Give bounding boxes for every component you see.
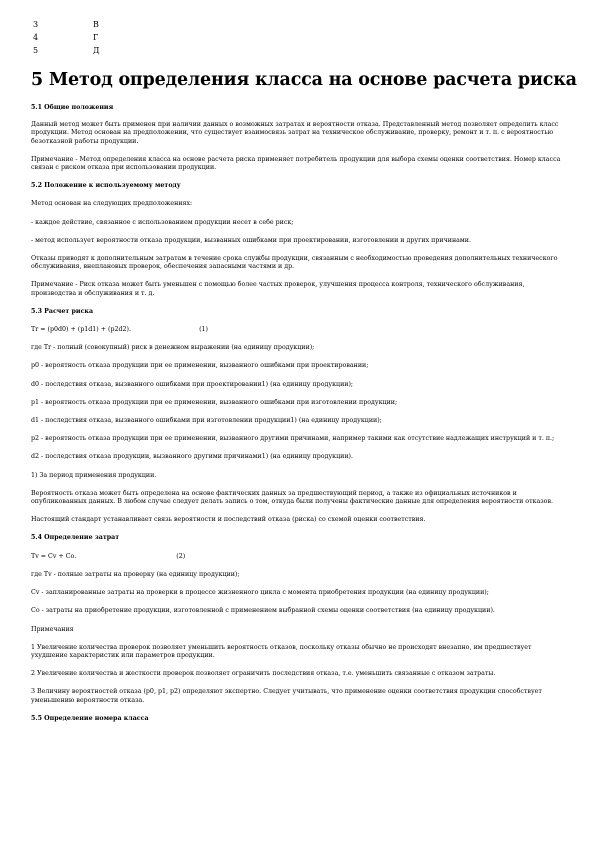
note: Примечание - Риск отказа может быть уменьшен с помощью более частых проверок, улучшения процесса контроля, технического обслуживания, производства и обслуживания и т. д. [31,281,525,297]
table-row [33,31,100,44]
row-number: 3 [33,20,39,29]
definition: d1 - последствия отказа, вызванного ошибками при изготовлении продукции1) (на единицу продукции); [31,417,382,425]
subsection-heading: 5.3 Расчет риска [31,307,94,315]
notes-heading: Примечания [31,625,74,633]
paragraph: Вероятность отказа может быть определена на основе фактических данных за предшествующий период, а также из официальных источников и опубликованных данных. В любом случае следует делать запись о том, откуда были получены фактические данные для определения вероятности отказов. [31,489,554,506]
definition: Co - затраты на приобретение продукции, изготовленной с применением выбранной схемы оценки соответствия (на единицу продукции). [31,607,495,615]
note: Примечание - Метод определения класса на основе расчета риска применяет потребитель продукции для выбора схемы оценки соответствия. Номер класса связан с риском отказа при использовании продукции. [31,155,561,172]
note: 3 Величину вероятностей отказа (p0, p1, p2) определяют экспертно. Следует учитывать, что применение оценки соответствия продукции способствует уменьшению вероятности отказа. [31,688,542,704]
formula: Tr = (p0d0) + (p1d1) + (p2d2). (1) [31,326,208,334]
paragraph: где Tv - полные затраты на проверку (на единицу продукции); [31,570,240,578]
row-letter: Д [93,46,100,55]
definition: p1 - вероятность отказа продукции при ее применении, вызванного ошибками при изготовлении продукции; [31,398,398,406]
top-table [33,18,100,57]
subsection-heading: 5.2 Положение к используемому методу [31,182,181,190]
paragraph: Данный метод может быть применен при наличии данных о возможных затратах и вероятности отказа. Представленный метод позволяет определить класс продукции. Метод основан на предположении, что существует взаимосвязь затрат на техническое обслуживание, проверку, ремонт и т. п. с вероятностью безотказной работы продукции. [31,121,559,145]
paragraph: Настоящий стандарт устанавливает связь вероятности и последствий отказа (риска) со схемой оценки соответствия. [31,516,426,524]
row-letter: В [93,20,99,29]
document-body [31,104,565,723]
row-number: 5 [33,46,39,55]
formula: Tv = Cv + Co. (2) [31,552,186,560]
table-row [33,44,100,57]
definition: p2 - вероятность отказа продукции при ее применении, вызванного другими причинами, например такими как отсутствие надлежащих инструкций и т. п.; [31,435,555,443]
row-number: 4 [33,33,39,42]
paragraph: Отказы приводят к дополнительным затратам в течение срока службы продукции, связанным с необходимостью проведения дополнительных технического обслуживания, внеплановых проверок, обеспечения запасными частями и др. [31,255,558,271]
definition: d2 - последствия отказа продукции, вызванного другими причинами1) (на единицу продукции). [31,453,354,461]
paragraph: где Tr - полный (совокупный) риск в денежном выражении (на единицу продукции); [31,344,315,352]
paragraph: Метод основан на следующих предположениях: [31,200,193,208]
section-title: 5 Метод определения класса на основе расчета риска [31,70,577,90]
row-letter: Г [93,33,99,42]
definition: p0 - вероятность отказа продукции при ее применении, вызванного ошибками при проектировании; [31,362,369,370]
subsection-heading: 5.4 Определение затрат [31,534,120,542]
subsection-heading: 5.5 Определение номера класса [31,714,149,722]
definition: d0 - последствия отказа, вызванного ошибками при проектировании1) (на единицу продукции); [31,380,354,388]
definition: Cv - запланированные затраты на проверки в процессе жизненного цикла с момента приобретения продукции (на единицу продукции); [31,589,489,597]
table-row [33,18,100,31]
note: 1 Увеличение количества проверок позволяет уменьшить вероятность отказов, поскольку отказы обычно не происходят внезапно, им предшествует ухудшение характеристик или параметров продукции. [31,643,532,659]
subsection-heading: 5.1 Общие положения [31,104,114,111]
note: 2 Увеличение количества и жесткости проверок позволяет ограничить последствия отказа, т.е. уменьшить связанные с отказом затраты. [31,670,496,678]
footnote: 1) За период применения продукции. [31,471,157,479]
list-item: - каждое действие, связанное с использованием продукции несет в себе риск; [31,218,294,226]
list-item: - метод использует вероятности отказа продукции, вызванных ошибками при проектировании, изготовлении и других причинами. [31,236,472,244]
